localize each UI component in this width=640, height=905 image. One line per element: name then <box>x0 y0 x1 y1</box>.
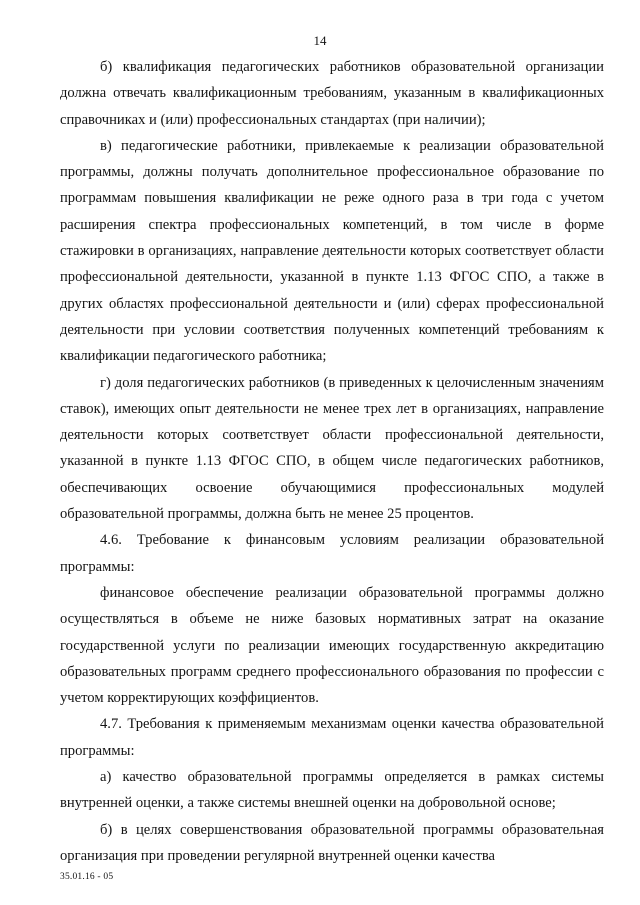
page-number: 14 <box>313 33 327 48</box>
section-4-6-heading: 4.6. Требование к финансовым условиям реализации образовательной программы: <box>60 532 604 575</box>
paragraph-g-experience-share: г) доля педагогических работников (в приведенных к целочисленным значениям ставок), имеющих опыт деятельности не менее трех лет в организациях, направление деятельности которых соответствует области профессиональной деятельности, указанной в пункте 1.13 ФГОС СПО, в общем числе педагогических работников, обеспечивающих освоение обучающимися профессиональных модулей образовательной программы, должна быть не менее 25 процентов. <box>60 374 604 523</box>
paragraph-v-professional-development: в) педагогические работники, привлекаемые к реализации образовательной программы, должны получать дополнительное профессиональное образование по программам повышения квалификации не реже одного раза в три года с учетом расширения спектра профессиональных компетенций, в том числе в форме стажировки в организациях, направление деятельности которых соответствует области профессиональной деятельности, указанной в пункте 1.13 ФГОС СПО, а также в других областях профессиональной деятельности и (или) сферах профессиональной деятельности при условии соответствия полученных компетенций требованиям к квалификации педагогического работника; <box>60 137 604 365</box>
paragraph-a-quality-assessment: а) качество образовательной программы определяется в рамках системы внутренней оценки, а также системы внешней оценки на добровольной основе; <box>60 769 604 812</box>
document-body <box>60 54 604 869</box>
section-4-7-heading: 4.7. Требования к применяемым механизмам оценки качества образовательной программы: <box>60 716 604 759</box>
paragraph-b-qualification: б) квалификация педагогических работников образовательной организации должна отвечать квалификационным требованиям, указанным в квалификационных справочниках и (или) профессиональных стандартах (при наличии); <box>60 59 604 128</box>
paragraph-b-improvement: б) в целях совершенствования образовательной программы образовательная организация при проведении регулярной внутренней оценки качества <box>60 821 604 864</box>
footer-document-code: 35.01.16 - 05 <box>60 872 114 882</box>
paragraph-financial-provision: финансовое обеспечение реализации образовательной программы должно осуществляться в объеме не ниже базовых нормативных затрат на оказание государственной услуги по реализации имеющих государственную аккредитацию образовательных программ среднего профессионального образования по профессии с учетом корректирующих коэффициентов. <box>60 584 604 707</box>
